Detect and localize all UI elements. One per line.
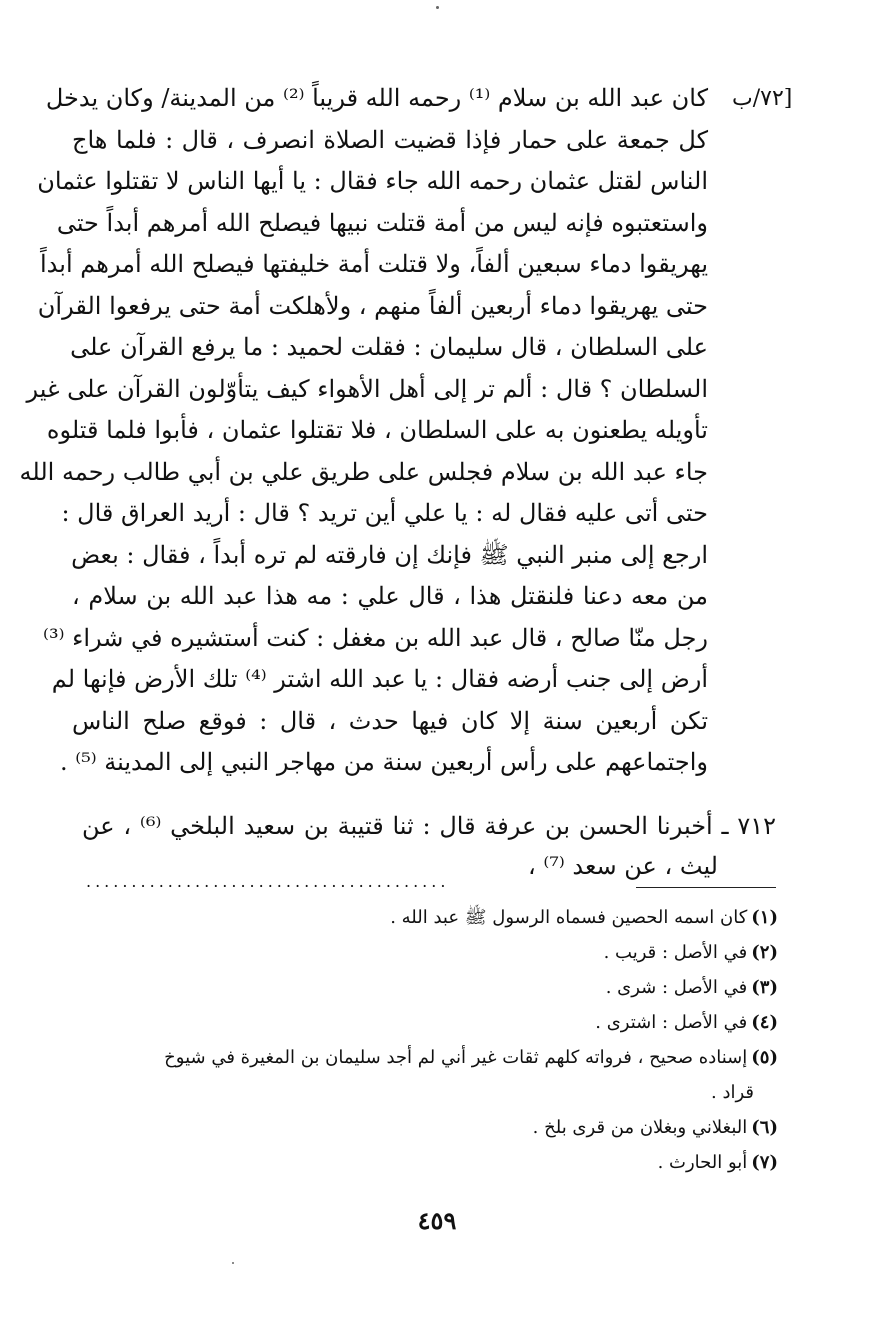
- scan-speck: [436, 6, 439, 9]
- footnotes: [80, 900, 778, 1180]
- footnote-number: (٥): [751, 1047, 778, 1068]
- footnote-number: (٤): [751, 1012, 778, 1033]
- text-line: واستعتبوه فإنه ليس من أمة قتلت نبيها فيصلح الله أمرهم أبداً حتى: [56, 208, 708, 237]
- footnote-4: [80, 1005, 778, 1040]
- text-line: من معه دعنا فلنقتل هذا ، قال علي : مه هذا عبد الله بن سلام ،: [72, 582, 708, 610]
- footnote-number: (٣): [751, 977, 778, 998]
- footnote-5-continuation: قراد .: [711, 1082, 754, 1103]
- footnote-number: (٦): [751, 1117, 778, 1138]
- footnote-text: في الأصل : اشترى .: [595, 1012, 748, 1033]
- footnote-separator: [636, 887, 776, 888]
- text-line: الناس لقتل عثمان رحمه الله جاء فقال : يا أيها الناس لا تقتلوا عثمان: [37, 167, 708, 195]
- text-line: حتى أتى عليه فقال له : يا علي أين تريد ؟ قال : أريد العراق قال :: [61, 499, 708, 527]
- text-line: تكن أربعين سنة إلا كان فيها حدث ، قال : فوقع صلح الناس: [72, 706, 708, 735]
- text-line: السلطان ؟ قال : ألم تر إلى أهل الأهواء كيف يتأوّلون القرآن على غير: [26, 374, 708, 403]
- footnote-text: البغلاني وبغلان من قرى بلخ .: [532, 1117, 748, 1138]
- text-line: أرض إلى جنب أرضه فقال : يا عبد الله اشتر ⁽⁴⁾ تلك الأرض فإنها لم: [51, 665, 708, 693]
- footnote-text: إسناده صحيح ، فرواته كلهم ثقات غير أني لم أجد سليمان بن المغيرة في شيوخ: [164, 1047, 748, 1068]
- footnote-1: [80, 900, 778, 935]
- scan-speck: [232, 1262, 234, 1264]
- text-line: رجل منّا صالح ، قال عبد الله بن مغفل : كنت أستشيره في شراء ⁽³⁾: [43, 623, 708, 652]
- main-text: [19, 78, 708, 784]
- footnote-7: [80, 1145, 778, 1180]
- footnote-5: [80, 1040, 778, 1075]
- manuscript-folio-reference: [٧٢/ب: [732, 86, 793, 111]
- footnote-text: في الأصل : قريب .: [603, 942, 748, 963]
- text-line: كان عبد الله بن سلام ⁽¹⁾ رحمه الله قريباً ⁽²⁾ من المدينة/ وكان يدخل: [45, 84, 708, 112]
- footnote-number: (٧): [751, 1152, 778, 1173]
- text-line: يهريقوا دماء سبعين ألفاً، ولا قتلت أمة خليفتها فيصلح الله أمرهم أبداً: [40, 250, 708, 278]
- footnote-6: [80, 1110, 778, 1145]
- text-line: تأويله يطعنون به على السلطان ، فلا تقتلوا عثمان ، فأبوا فلما قتلوه: [46, 416, 708, 444]
- footnote-text: أبو الحارث .: [657, 1152, 748, 1173]
- hadith-chain-line: ٧١٢ ـ أخبرنا الحسن بن عرفة قال : ثنا قتيبة بن سعيد البلخي ⁽⁶⁾ ، عن: [82, 812, 776, 840]
- footnote-text: في الأصل : شرى .: [605, 977, 748, 998]
- footnote-number: (٢): [751, 942, 778, 963]
- text-line: كل جمعة على حمار فإذا قضيت الصلاة انصرف ، قال : فلما هاج: [72, 125, 708, 154]
- hadith-chain-line: ليث ، عن سعد ⁽⁷⁾ ،: [527, 852, 718, 880]
- text-line: على السلطان ، قال سليمان : فقلت لحميد : ما يرفع القرآن على: [70, 333, 708, 361]
- text-line: حتى يهريقوا دماء أربعين ألفاً منهم ، ولأهلكت أمة حتى يرفعوا القرآن: [37, 291, 708, 320]
- text-line: واجتماعهم على رأس أربعين سنة من مهاجر النبي إلى المدينة ⁽⁵⁾ .: [59, 748, 708, 776]
- footnote-number: (١): [751, 907, 778, 928]
- ellipsis-dots: ........................................: [86, 872, 450, 891]
- footnote-3: [80, 970, 778, 1005]
- text-line: ارجع إلى منبر النبي ﷺ فإنك إن فارقته لم تره أبداً ، فقال : بعض: [71, 540, 708, 569]
- text-line: جاء عبد الله بن سلام فجلس على طريق علي بن أبي طالب رحمه الله: [19, 457, 708, 486]
- footnote-2: [80, 935, 778, 970]
- page-number: ٤٥٩: [417, 1206, 457, 1235]
- footnote-text: كان اسمه الحصين فسماه الرسول ﷺ عبد الله .: [390, 907, 748, 928]
